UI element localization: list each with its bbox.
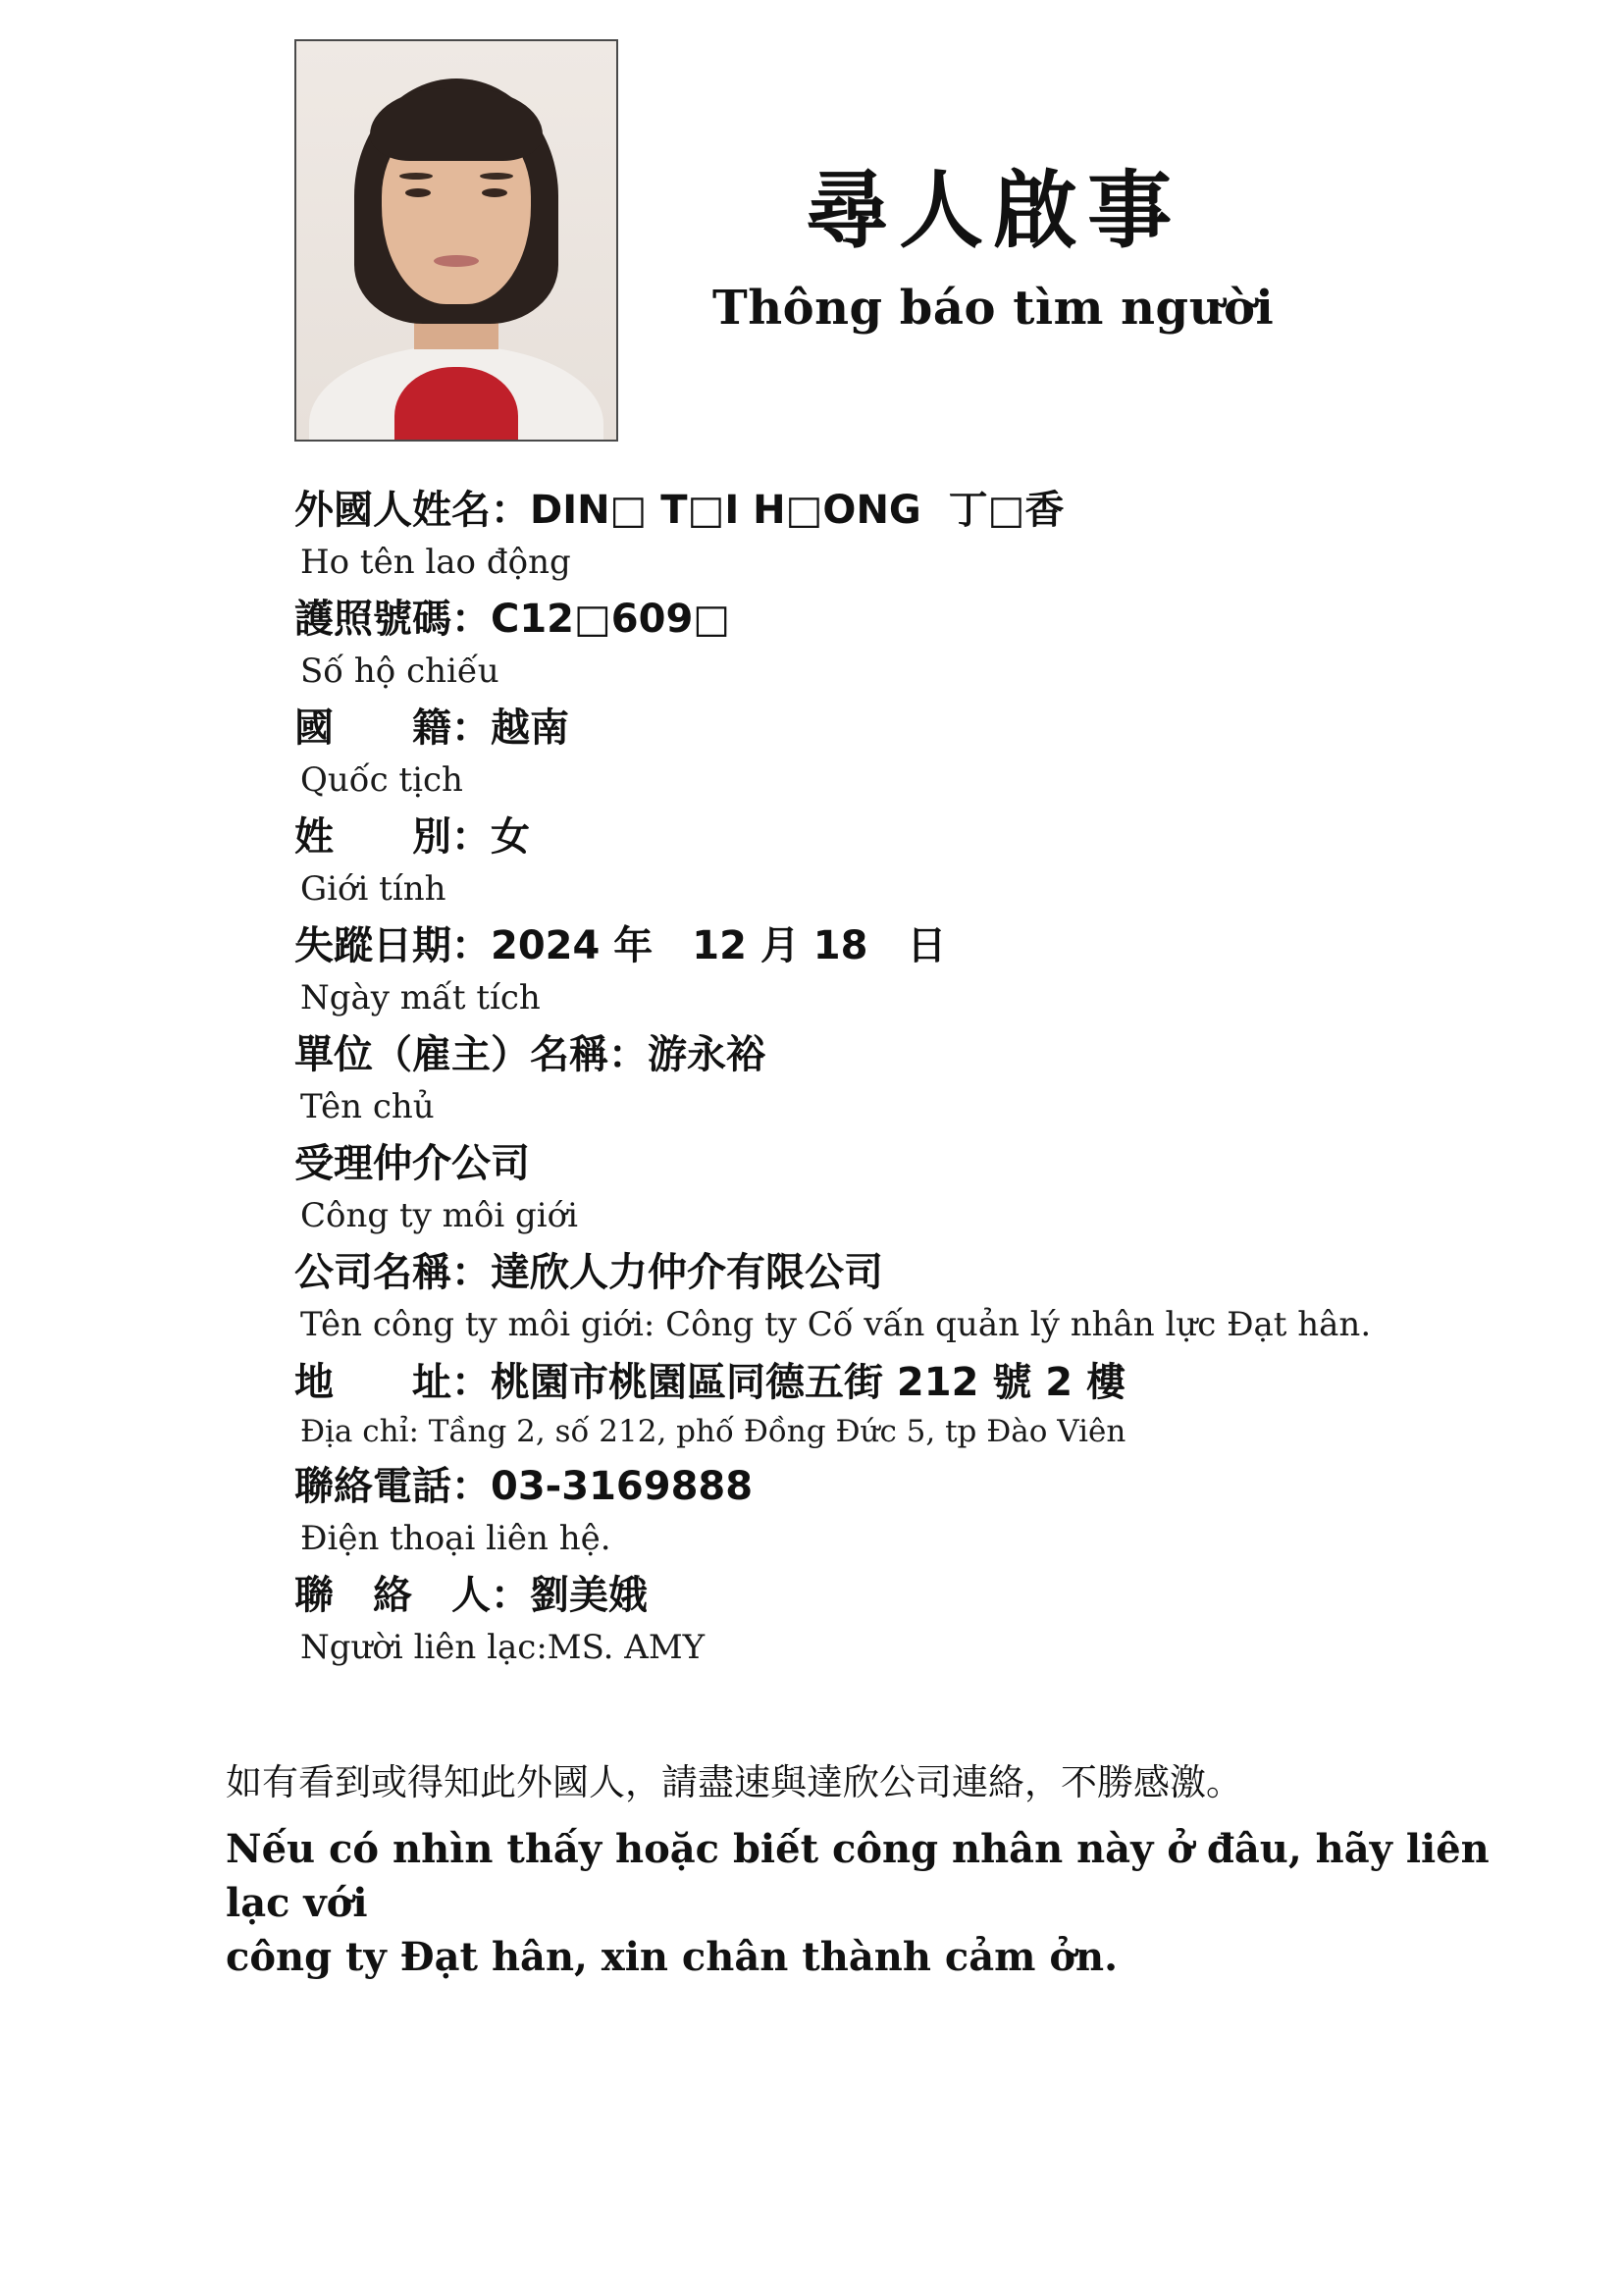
field-employer — [294, 1027, 1452, 1130]
field-company-name-zh: 公司名稱：達欣人力仲介有限公司 — [294, 1250, 883, 1296]
field-nationality-vi: Quốc tịch — [300, 759, 463, 800]
field-missing-date — [294, 918, 1452, 1021]
field-employer-zh: 單位（雇主）名稱：游永裕 — [294, 1032, 765, 1078]
field-gender — [294, 809, 1452, 913]
missing-person-photo — [294, 39, 618, 442]
notice-block — [226, 1755, 1501, 1984]
field-name-zh: 外國人姓名：DIN□ T□I H□ONG 丁□香 — [294, 488, 1065, 533]
field-address — [294, 1355, 1452, 1454]
photo-eye-left — [405, 188, 431, 197]
photo-brow-left — [399, 173, 433, 180]
photo-fringe — [370, 88, 543, 161]
field-gender-zh: 姓 別：女 — [294, 814, 530, 861]
field-contact-person — [294, 1568, 1452, 1671]
field-company-name — [294, 1245, 1452, 1348]
photo-eye-right — [482, 188, 507, 197]
field-passport-vi: Số hộ chiếu — [300, 651, 499, 691]
title-block — [712, 39, 1274, 336]
field-passport — [294, 592, 1452, 695]
field-phone-vi: Điện thoại liên hệ. — [300, 1519, 611, 1559]
field-nationality — [294, 701, 1452, 804]
field-list — [294, 483, 1452, 1671]
field-gender-vi: Giới tính — [300, 868, 446, 909]
field-agency-heading-vi: Công ty môi giới — [300, 1196, 579, 1236]
field-phone-zh: 聯絡電話：03-3169888 — [294, 1464, 754, 1510]
notice-text-vi-line1: Nếu có nhìn thấy hoặc biết công nhân này ở đâu, hãy liên lạc với — [226, 1825, 1490, 1927]
field-missing-date-zh: 失蹤日期：2024 年 12 月 18 日 — [294, 923, 947, 969]
page-title-vi: Thông báo tìm người — [712, 281, 1275, 337]
field-address-vi: Địa chỉ: Tầng 2, số 212, phố Đồng Đức 5, tp Đào Viên — [300, 1414, 1126, 1450]
field-name — [294, 483, 1452, 586]
field-phone — [294, 1459, 1452, 1562]
header — [0, 0, 1623, 442]
field-company-name-vi: Tên công ty môi giới: Công ty Cố vấn quản lý nhân lực Đạt hân. — [300, 1305, 1372, 1345]
field-name-vi: Ho tên lao động — [300, 542, 571, 582]
field-agency-heading — [294, 1136, 1452, 1239]
photo-image — [296, 41, 616, 440]
field-agency-heading-zh: 受理仲介公司 — [294, 1141, 530, 1187]
notice-text-vi-line2: công ty Đạt hân, xin chân thành cảm ởn. — [226, 1934, 1119, 1981]
field-passport-zh: 護照號碼：C12□609□ — [294, 597, 731, 643]
field-contact-person-vi: Người liên lạc:MS. AMY — [300, 1628, 706, 1668]
field-missing-date-vi: Ngày mất tích — [300, 978, 541, 1018]
field-employer-vi: Tên chủ — [300, 1087, 435, 1127]
field-nationality-zh: 國 籍：越南 — [294, 705, 569, 752]
page-title-zh: 尋人啟事 — [805, 162, 1182, 260]
field-address-zh: 地 址：桃園市桃園區同德五街 212 號 2 樓 — [294, 1359, 1126, 1405]
notice-text-zh: 如有看到或得知此外國人，請盡速與達欣公司連絡，不勝感激。 — [226, 1761, 1242, 1804]
photo-mouth — [434, 255, 479, 267]
photo-brow-right — [480, 173, 513, 180]
field-contact-person-zh: 聯 絡 人：劉美娥 — [294, 1573, 648, 1619]
